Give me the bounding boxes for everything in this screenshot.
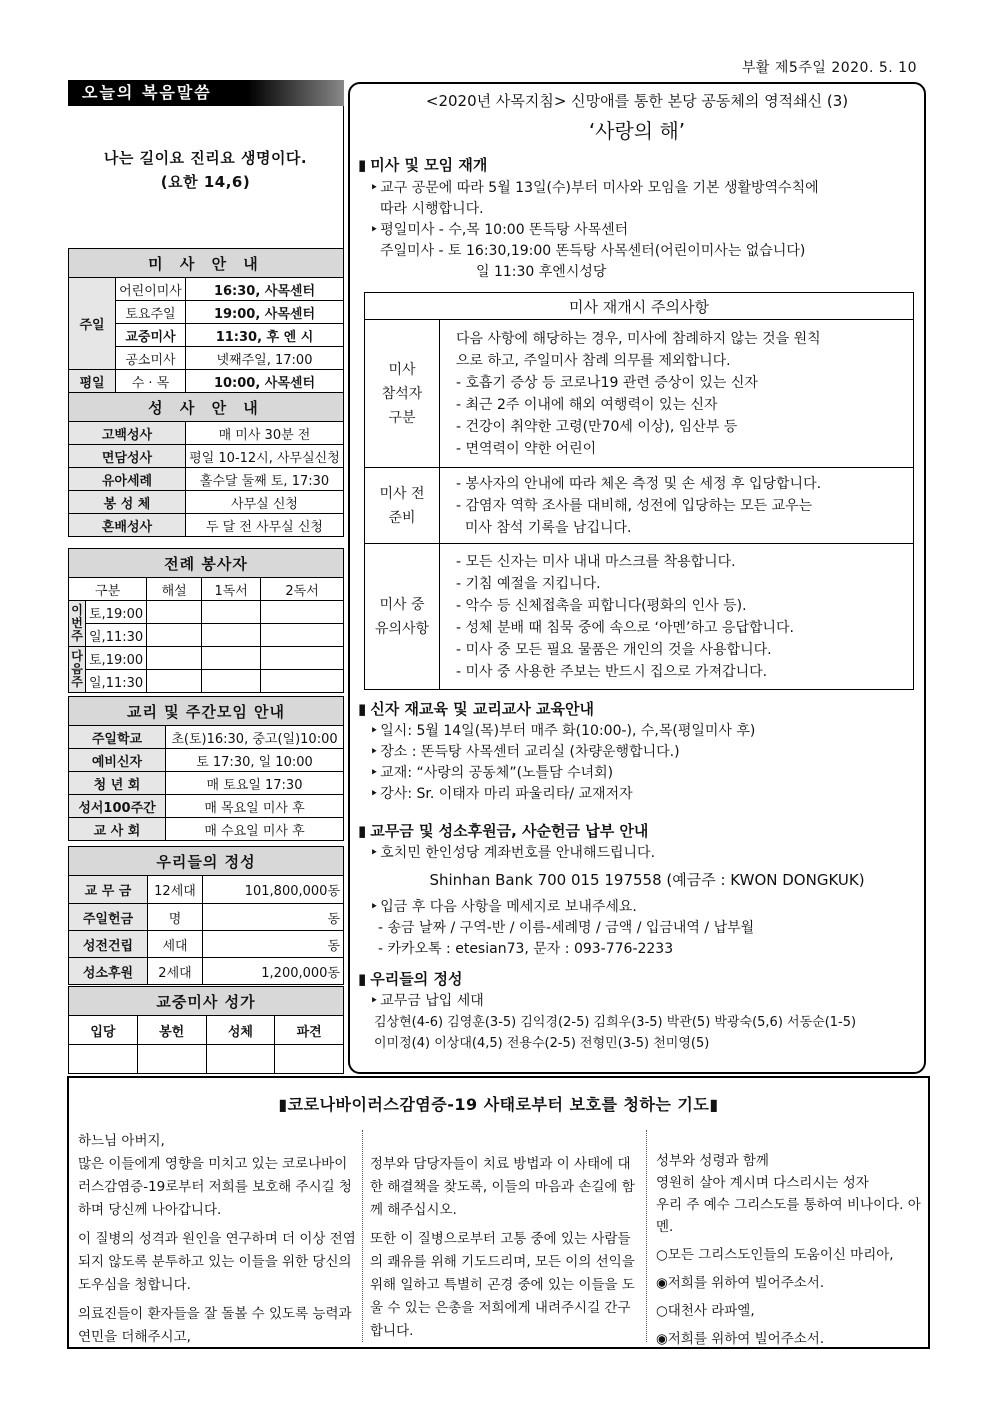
mass-name: 어린이미사 (116, 278, 186, 301)
offering-amount: 1,200,000동 (203, 958, 344, 985)
notice-line: 교재: “사랑의 공동체”(노틀담 수녀회) (380, 765, 614, 781)
hymn-header: 파견 (275, 1016, 344, 1045)
pastoral-subtitle: ‘사랑의 해’ (588, 119, 686, 143)
prayer-paragraph: 이 질병의 성격과 원인을 연구하며 더 이상 전염되지 않도록 분투하고 있는 이들을 위한 당신의 도우심을 청합니다. (78, 1231, 356, 1293)
section-heading: ▮ 신자 재교육 및 교리교사 교육안내 (358, 698, 924, 719)
pastoral-title: <2020년 사목지침> 신망애를 통한 본당 공동체의 영적쇄신 (3) (425, 92, 849, 110)
notice-line: 주일미사 - 토 16:30,19:00 똔득탕 사목센터(어린이미사는 없습니다) (380, 243, 806, 259)
care-cat-before: 미사 전 준비 (365, 468, 440, 544)
mass-time: 넷째주일, 17:00 (185, 347, 343, 370)
bulletin-date: 부활 제5주일 2020. 5. 10 (741, 60, 917, 76)
sacrament-name: 유아세례 (69, 468, 186, 491)
offering-name: 주일헌금 (69, 904, 148, 931)
care-body-before: - 봉사자의 안내에 따라 체온 측정 및 손 세정 후 입당합니다. - 감염자 역학 조사를 대비해, 성전에 입당하는 모든 교우는 미사 참석 기록을 남깁니다. (440, 468, 914, 544)
sacrament-name: 혼배성사 (69, 514, 186, 537)
offering-unit: 2세대 (148, 958, 203, 985)
catechism-title: 교리 및 주간모임 안내 (69, 697, 344, 726)
notice-line: 일 11:30 후엔시성당 (476, 264, 607, 280)
sacrament-value: 매 미사 30분 전 (185, 422, 343, 445)
care-title: 미사 재개시 주의사항 (365, 293, 914, 320)
prayer-col-1 (78, 1130, 356, 1355)
care-table (364, 292, 914, 690)
sacrament-value: 두 달 전 사무실 신청 (185, 514, 343, 537)
catechism-name: 예비신자 (69, 749, 166, 772)
prayer-paragraph: 성부와 성령과 함께 영원히 살아 계시며 다스리시는 성자 우리 주 예수 그리스도를 통하여 비나이다. 아멘. (656, 1153, 921, 1235)
catechism-name: 청 년 회 (69, 772, 166, 795)
hymn-header: 봉헌 (137, 1016, 206, 1045)
gospel-verse: 나는 길이요 진리요 생명이다. (요한 14,6) (103, 149, 308, 191)
catechism-value: 매 목요일 미사 후 (166, 795, 344, 818)
mass-time: 10:00, 사목센터 (185, 370, 343, 393)
this-week-label: 이번주 (69, 601, 86, 647)
liturgy-table (68, 548, 344, 693)
notice-line: 호치민 한인성당 계좌번호를 안내해드립니다. (380, 845, 656, 861)
mass-time: 19:00, 사목센터 (185, 301, 343, 324)
sacrament-name: 봉 성 체 (69, 491, 186, 514)
section-education: ▮ 신자 재교육 및 교리교사 교육안내 ‣ 일시: 5월 14일(목)부터 매주 화(10:00-), 수,목(평일미사 후) ‣ 장소 : 똔득탕 사목센터 교리실 (차량운행합니다.) ‣ 교재: “사랑의 공동체”(노틀담 수녀회) ‣ 강사: Sr. 이태자 마리 파울리타/ 교재저자 (358, 698, 924, 805)
hymn-header: 입당 (69, 1016, 138, 1045)
names-line: 김상현(4-6) 김영훈(3-5) 김익경(2-5) 김희우(3-5) 박관(5) 박광숙(5,6) 서동순(1-5) (374, 1015, 857, 1030)
hymns-table (68, 986, 344, 1074)
sacrament-title: 성 사 안 내 (69, 393, 344, 422)
prayer-col-2 (370, 1153, 638, 1349)
liturgy-header: 해설 (147, 578, 202, 601)
sacrament-value: 홀수달 둘째 토, 17:30 (185, 468, 343, 491)
prayer-paragraph: ◉저희를 위하여 빌어주소서. (656, 1331, 825, 1347)
catechism-value: 초(토)16:30, 중고(일)10:00 (166, 726, 344, 749)
notice-line: 강사: Sr. 이태자 마리 파울리타/ 교재저자 (380, 786, 633, 802)
prayer-paragraph: ○모든 그리스도인들의 도움이신 마리아, (656, 1247, 894, 1263)
offering-amount: 101,800,000동 (203, 876, 344, 904)
section-payment: ▮ 교무금 및 성소후원금, 사순헌금 납부 안내 ‣ 호치민 한인성당 계좌번호를 안내해드립니다. Shinhan Bank 700 015 197558 (예금주 : KWON DONGKUK) ‣ 입금 후 다음 사항을 메세지로 보내주세요. - 송금 날짜 / 구역-반 / 이름-세례명 / 금액 / 입금내역 / 납부월 - 카카오톡 : etesian73, 문자 : 093-776-2233 (358, 820, 924, 960)
gospel-box (68, 106, 344, 248)
care-cat-attendees: 미사 참석자 구분 (365, 320, 440, 468)
offering-amount: 동 (203, 931, 344, 958)
mass-name: 교중미사 (116, 324, 186, 347)
liturgy-row-label: 일,11:30 (86, 670, 147, 693)
notice-line: 교구 공문에 따라 5월 13일(수)부터 미사와 모임을 기본 생활방역수칙에 (380, 180, 819, 196)
prayer-paragraph: ○대천사 라파엘, (656, 1303, 755, 1319)
liturgy-header: 구분 (69, 578, 147, 601)
sacrament-name: 고백성사 (69, 422, 186, 445)
offering-title: 우리들의 정성 (69, 847, 344, 876)
mass-info-table (68, 248, 344, 537)
prayer-paragraph: 또한 이 질병으로부터 고통 중에 있는 사람들의 쾌유를 위해 기도드리며, 모든 이의 선익을 위해 일하고 특별히 곤경 중에 있는 이들을 도울 수 있는 은총을 저희에게 내려주시길 간구합니다. (370, 1231, 635, 1339)
mass-name: 토요주일 (116, 301, 186, 324)
section-heading: ▮ 미사 및 모임 재개 (358, 154, 924, 175)
liturgy-row-label: 토,19:00 (86, 647, 147, 670)
catechism-value: 매 토요일 17:30 (166, 772, 344, 795)
liturgy-header: 1독서 (202, 578, 261, 601)
sacrament-value: 평일 10-12시, 사무실신청 (185, 445, 343, 468)
sacrament-name: 면담성사 (69, 445, 186, 468)
section-offering-list: ▮ 우리들의 정성 ‣ 교무금 납입 세대 김상현(4-6) 김영훈(3-5) 김익경(2-5) 김희우(3-5) 박관(5) 박광숙(5,6) 서동순(1-5) 이미정(4) 이상대(4,5) 전용수(2-5) 전형민(3-5) 천미영(5) (358, 968, 924, 1054)
mass-name: 공소미사 (116, 347, 186, 370)
care-body-attendees: 다음 사항에 해당하는 경우, 미사에 참례하지 않는 것을 원칙 으로 하고, 주일미사 참례 의무를 제외합니다. - 호흡기 증상 등 코로나19 관련 증상이 있는 신자 - 최근 2주 이내에 해외 여행력이 있는 신자 - 건강이 취약한 고령(만70세 이상), 임산부 등 - 면역력이 약한 어린이 (440, 320, 914, 468)
weekday-label: 평일 (69, 370, 116, 393)
liturgy-row-label: 토,19:00 (86, 601, 147, 624)
notice-line: 평일미사 - 수,목 10:00 똔득탕 사목센터 (380, 222, 629, 238)
notice-line: 장소 : 똔득탕 사목센터 교리실 (차량운행합니다.) (380, 744, 680, 760)
notice-line: 따라 시행합니다. (380, 201, 484, 217)
offering-name: 교 무 금 (69, 876, 148, 904)
section-heading: ▮ 우리들의 정성 (358, 968, 924, 989)
offering-name: 성전건립 (69, 931, 148, 958)
prayer-paragraph: 의료진들이 환자들을 잘 돌볼 수 있도록 능력과 연민을 더해주시고, (78, 1306, 352, 1345)
hymns-title: 교중미사 성가 (69, 987, 344, 1016)
prayer-divider (362, 1130, 363, 1342)
catechism-value: 토 17:30, 일 10:00 (166, 749, 344, 772)
offering-unit: 12세대 (148, 876, 203, 904)
notice-line: 입금 후 다음 사항을 메세지로 보내주세요. (380, 899, 637, 915)
offering-table (68, 846, 344, 985)
liturgy-title: 전례 봉사자 (69, 549, 344, 578)
prayer-title: ▮코로나바이러스감염증-19 사태로부터 보호를 청하는 기도▮ (278, 1095, 719, 1114)
mass-info-title: 미 사 안 내 (69, 249, 344, 278)
offering-amount: 동 (203, 904, 344, 931)
section-heading: ▮ 교무금 및 성소후원금, 사순헌금 납부 안내 (358, 820, 924, 841)
prayer-paragraph: ◉저희를 위하여 빌어주소서. (656, 1275, 825, 1291)
mass-time: 11:30, 후 엔 시 (185, 324, 343, 347)
section-mass-resume: ▮ 미사 및 모임 재개 ‣ 교구 공문에 따라 5월 13일(수)부터 미사와 모임을 기본 생활방역수칙에 따라 시행합니다. ‣ 평일미사 - 수,목 10:00 똔득탕 사목센터 주일미사 - 토 16:30,19:00 똔득탕 사목센터(어린이미사는 없습니다) 일 11:30 후엔시성당 (358, 154, 924, 283)
gospel-banner: 오늘의 복음말씀 (68, 80, 344, 106)
prayer-paragraph: 정부와 담당자들이 치료 방법과 이 사태에 대한 해결책을 찾도록, 이들의 마음과 손길에 함께 해주십시오. (370, 1156, 635, 1218)
notice-line: - 카카오톡 : etesian73, 문자 : 093-776-2233 (378, 941, 674, 957)
hymn-header: 성체 (206, 1016, 275, 1045)
offering-name: 성소후원 (69, 958, 148, 985)
names-line: 이미정(4) 이상대(4,5) 전용수(2-5) 전형민(3-5) 천미영(5) (374, 1036, 710, 1051)
catechism-name: 교 사 회 (69, 818, 166, 841)
catechism-name: 주일학교 (69, 726, 166, 749)
bank-account: Shinhan Bank 700 015 197558 (예금주 : KWON DONGKUK) (429, 871, 865, 889)
notice-line: 일시: 5월 14일(목)부터 매주 화(10:00-), 수,목(평일미사 후) (380, 723, 756, 739)
catechism-value: 매 수요일 미사 후 (166, 818, 344, 841)
notice-line: 교무금 납입 세대 (380, 993, 484, 1009)
liturgy-header: 2독서 (261, 578, 344, 601)
care-body-during: - 모든 신자는 미사 내내 마스크를 착용합니다. - 기침 예절을 지킵니다. - 악수 등 신체접촉을 피합니다(평화의 인사 등). - 성체 분배 때 침묵 중에 속으로 ‘아멘’하고 응답합니다. - 미사 중 모든 필요 물품은 개인의 것을 사용합니다. - 미사 중 사용한 주보는 반드시 집으로 가져갑니다. (440, 544, 914, 690)
offering-unit: 명 (148, 904, 203, 931)
sunday-label: 주일 (69, 278, 116, 370)
sacrament-value: 사무실 신청 (185, 491, 343, 514)
prayer-col-3 (656, 1150, 924, 1356)
notice-line: - 송금 날짜 / 구역-반 / 이름-세례명 / 금액 / 입금내역 / 납부월 (378, 920, 755, 936)
next-week-label: 다음주 (69, 647, 86, 693)
mass-name: 수 · 목 (116, 370, 186, 393)
offering-unit: 세대 (148, 931, 203, 958)
catechism-name: 성서100주간 (69, 795, 166, 818)
prayer-paragraph: 하느님 아버지, 많은 이들에게 영향을 미치고 있는 코로나바이러스감염증-19로부터 저희를 보호해 주시길 청하며 당신께 나아갑니다. (78, 1133, 352, 1218)
care-cat-during: 미사 중 유의사항 (365, 544, 440, 690)
catechism-table (68, 696, 344, 841)
prayer-divider (646, 1130, 647, 1342)
liturgy-row-label: 일,11:30 (86, 624, 147, 647)
mass-time: 16:30, 사목센터 (185, 278, 343, 301)
